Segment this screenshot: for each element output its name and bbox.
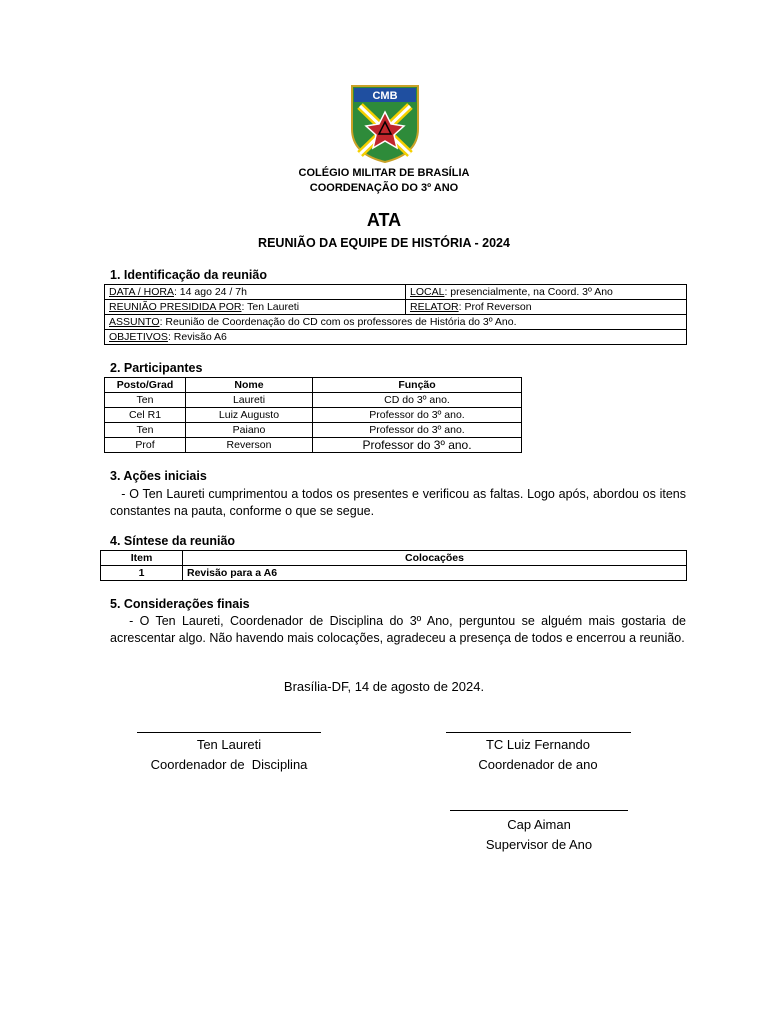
participants-table [104, 377, 522, 453]
function-cell: CD do 3º ano. [313, 393, 522, 408]
signature-line [137, 732, 321, 733]
section-5-heading: 5. Considerações finais [110, 597, 250, 611]
column-header: Nome [186, 378, 313, 393]
signatory-role: Coordenador de Disciplina [150, 757, 308, 772]
place-date: Brasília-DF, 14 de agosto de 2024. [283, 679, 485, 694]
signatory-role: Supervisor de Ano [485, 837, 593, 852]
document-subtitle: REUNIÃO DA EQUIPE DE HISTÓRIA - 2024 [258, 236, 510, 250]
reporter-cell [406, 300, 687, 315]
local-label: LOCAL [410, 286, 445, 298]
school-title: COLÉGIO MILITAR DE BRASÍLIA [298, 167, 470, 179]
final-considerations-text: - O Ten Laureti, Coordenador de Disciplina do 3º Ano, perguntou se alguém mais gostaria de acrescentar algo. Não havendo mais colocações, agradeceu a presença de todos e encerrou a reunião. [110, 614, 690, 645]
signatory-role: Coordenador de ano [478, 757, 598, 772]
table-row [105, 285, 687, 300]
table-header-row [101, 551, 687, 566]
signature-block-1 [129, 735, 329, 775]
signature-block-3 [439, 815, 639, 855]
objectives-label: OBJETIVOS [109, 331, 168, 343]
table-row [105, 438, 522, 453]
table-row [105, 330, 687, 345]
table-header-row [105, 378, 522, 393]
section-3-heading: 3. Ações iniciais [110, 469, 207, 483]
rank-cell: Ten [105, 393, 186, 408]
function-cell: Professor do 3º ano. [313, 408, 522, 423]
school-crest-logo [350, 84, 420, 164]
signatory-name: TC Luiz Fernando [485, 737, 591, 752]
signature-line [446, 732, 631, 733]
svg-text:CMB: CMB [372, 90, 398, 102]
school-name [0, 166, 768, 196]
local-cell [406, 285, 687, 300]
subject-label: ASSUNTO [109, 316, 160, 328]
column-header: Colocações [183, 551, 687, 566]
table-row [101, 566, 687, 581]
signatory-name: Cap Aiman [507, 817, 571, 832]
function-cell: Professor do 3º ano. [313, 438, 522, 453]
date-label: DATA / HORA [109, 286, 174, 298]
rank-cell: Cel R1 [105, 408, 186, 423]
name-cell: Reverson [186, 438, 313, 453]
section-4-heading: 4. Síntese da reunião [110, 534, 236, 548]
signature-line [450, 810, 628, 811]
function-cell: Professor do 3º ano. [313, 423, 522, 438]
objectives-value: : Revisão A6 [167, 331, 227, 343]
item-cell: 1 [101, 566, 183, 581]
column-header: Item [101, 551, 183, 566]
name-cell: Paiano [186, 423, 313, 438]
document-title: ATA [366, 210, 402, 230]
table-row [105, 393, 522, 408]
coordination-title: COORDENAÇÃO DO 3º ANO [309, 182, 459, 194]
section-2-heading: 2. Participantes [110, 361, 203, 375]
column-header: Posto/Grad [105, 378, 186, 393]
rank-cell: Ten [105, 423, 186, 438]
presided-label: REUNIÃO PRESIDIDA POR [109, 301, 242, 313]
reporter-value: : Prof Reverson [458, 301, 532, 313]
presided-cell [105, 300, 406, 315]
subject-value: : Reunião de Coordenação do CD com os professores de História do 3º Ano. [159, 316, 517, 328]
signature-block-2 [438, 735, 638, 775]
objectives-cell [105, 330, 687, 345]
date-cell [105, 285, 406, 300]
placement-cell: Revisão para a A6 [183, 566, 687, 581]
synthesis-table [100, 550, 687, 581]
local-value: : presencialmente, na Coord. 3º Ano [444, 286, 613, 298]
signatory-name: Ten Laureti [196, 737, 262, 752]
column-header: Função [313, 378, 522, 393]
table-row [105, 423, 522, 438]
name-cell: Laureti [186, 393, 313, 408]
subject-cell [105, 315, 687, 330]
section-1-heading: 1. Identificação da reunião [110, 268, 267, 282]
table-row [105, 300, 687, 315]
name-cell: Luiz Augusto [186, 408, 313, 423]
reporter-label: RELATOR [410, 301, 459, 313]
rank-cell: Prof [105, 438, 186, 453]
presided-value: : Ten Laureti [241, 301, 300, 313]
initial-actions-text: - O Ten Laureti cumprimentou a todos os presentes e verificou as faltas. Logo após, abordou os itens constantes na pauta, conforme o que se segue. [110, 487, 690, 518]
table-row [105, 408, 522, 423]
table-row [105, 315, 687, 330]
date-value: : 14 ago 24 / 7h [173, 286, 247, 298]
identification-table [104, 284, 687, 345]
